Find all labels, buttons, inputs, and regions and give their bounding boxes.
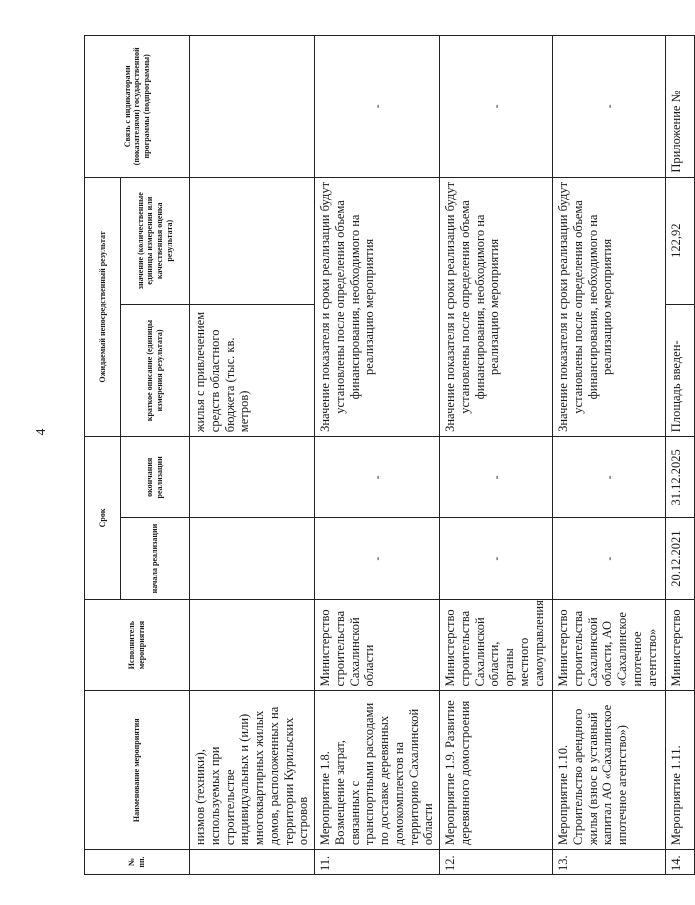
row-result-brief: Площадь введен- (666, 304, 695, 436)
row-executor: Министерство строительства Сахалинской области, АО «Сахалинское ипотечное агентство» (553, 599, 666, 691)
row-num: 12. (440, 850, 553, 875)
row-result-value (190, 177, 315, 304)
row-end (190, 437, 315, 518)
page-number: 4 (34, 428, 49, 436)
row-num: 14. (666, 850, 695, 875)
header-term-start: начала реализации (121, 518, 190, 599)
row-start: 20.12.2021 (666, 518, 695, 599)
header-link: Связь с индикаторами (показателями) государственной программы (подпрограммы) (85, 36, 190, 178)
row-executor: Министерство (666, 599, 695, 691)
row-result-brief: жилья с привлечением средств областного бюджета (тыс. кв. метров) (190, 304, 315, 436)
header-num: № пп. (85, 850, 190, 875)
measures-table (84, 35, 695, 875)
header-row-1 (85, 36, 121, 875)
table-row (666, 36, 695, 875)
row-num: 13. (553, 850, 666, 875)
row-end: - (553, 437, 666, 518)
row-start (190, 518, 315, 599)
rotated-table-container (84, 35, 683, 875)
header-result: Ожидаемый непосредственный результат (85, 177, 121, 437)
row-link: - (315, 36, 440, 178)
row-num (190, 850, 315, 875)
row-result-merged: Значение показателя и сроки реализации будут установлены после определения объема финансирования, необходимого на реализацию мероприятия (440, 177, 553, 437)
row-name: низмов (техники), используемых при строительстве индивидуальных и (или) многоквартирных жилых домов, расположенных на территории Курильских островов (190, 691, 315, 850)
row-executor: Министерство строительства Сахалинской области, органы местного самоуправления (440, 599, 553, 691)
row-end: - (440, 437, 553, 518)
row-executor (190, 599, 315, 691)
header-name: Наименование мероприятия (85, 691, 190, 850)
row-link (190, 36, 315, 178)
row-start: - (553, 518, 666, 599)
header-term-end: окончания реализации (121, 437, 190, 518)
row-result-value: 122,92 (666, 177, 695, 304)
row-start: - (315, 518, 440, 599)
row-num: 11. (315, 850, 440, 875)
row-link: Приложение № (666, 36, 695, 178)
row-link: - (440, 36, 553, 178)
row-end: - (315, 437, 440, 518)
table-row (440, 36, 553, 875)
header-executor: Исполнитель мероприятия (85, 599, 190, 691)
row-result-merged: Значение показателя и сроки реализации будут установлены после определения объема финансирования, необходимого на реализацию мероприятия (315, 177, 440, 437)
row-name: Мероприятие 1.11. (666, 691, 695, 850)
header-result-value: значение (количественные единицы измерения или качественная оценка результата) (121, 177, 190, 304)
row-executor: Министерство строительства Сахалинской области (315, 599, 440, 691)
row-start: - (440, 518, 553, 599)
table-row (315, 36, 440, 875)
row-end: 31.12.2025 (666, 437, 695, 518)
row-name: Мероприятие 1.8. Возмещение затрат, связанных с транспортными расходами по доставке деревянных домокомплектов на территорию Сахалинской области (315, 691, 440, 850)
table-row (190, 36, 315, 875)
header-result-brief: краткое описание (единицы измерения результата) (121, 304, 190, 436)
row-name: Мероприятие 1.10. Строительство арендного жилья (взнос в уставный капитал АО «Сахалинское ипотечное агентство») (553, 691, 666, 850)
table-row (553, 36, 666, 875)
header-term: Срок (85, 437, 121, 600)
row-name: Мероприятие 1.9. Развитие деревянного домостроения (440, 691, 553, 850)
row-link: - (553, 36, 666, 178)
row-result-merged: Значение показателя и сроки реализации будут установлены после определения объема финансирования, необходимого на реализацию мероприятия (553, 177, 666, 437)
